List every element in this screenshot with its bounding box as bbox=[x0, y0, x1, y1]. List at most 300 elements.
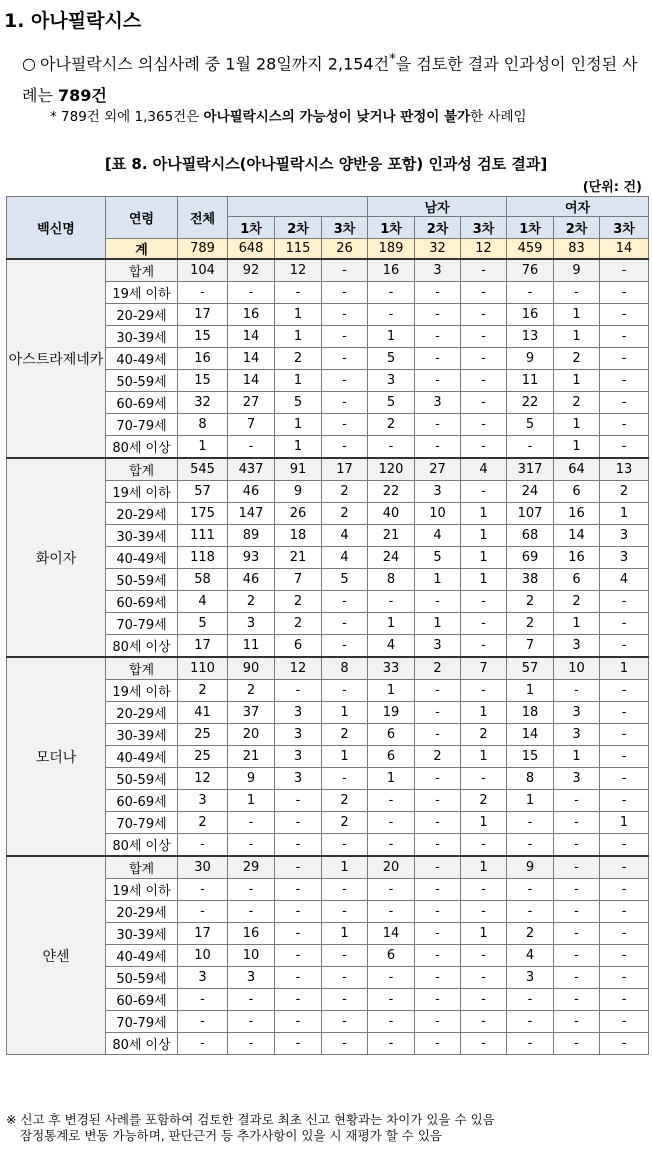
table-row bbox=[7, 657, 649, 680]
data-cell: 107 bbox=[507, 503, 554, 525]
summary-text-after: 을 검토한 결과 인과성이 인정된 사례는 bbox=[22, 54, 638, 106]
data-cell: 3 bbox=[600, 525, 649, 547]
age-label: 60-69세 bbox=[106, 392, 178, 414]
data-cell: - bbox=[415, 680, 461, 702]
data-cell: - bbox=[600, 834, 649, 857]
data-cell: 12 bbox=[178, 768, 228, 790]
data-cell: - bbox=[275, 856, 322, 879]
data-cell: 6 bbox=[368, 945, 415, 967]
data-cell: 25 bbox=[178, 746, 228, 768]
age-label: 합계 bbox=[106, 458, 178, 481]
data-cell: 3 bbox=[554, 635, 600, 658]
data-cell: - bbox=[554, 680, 600, 702]
data-cell: - bbox=[507, 1011, 554, 1033]
data-cell: - bbox=[275, 812, 322, 834]
data-cell: 6 bbox=[368, 724, 415, 746]
data-cell: 2 bbox=[322, 724, 368, 746]
age-label: 19세 이하 bbox=[106, 680, 178, 702]
data-cell: 2 bbox=[461, 724, 507, 746]
data-cell: 9 bbox=[275, 481, 322, 503]
data-cell: 4 bbox=[322, 525, 368, 547]
data-cell: 93 bbox=[228, 547, 275, 569]
header-female-dose-1: 1차 bbox=[507, 217, 554, 239]
data-cell: 1 bbox=[461, 547, 507, 569]
data-cell: - bbox=[275, 282, 322, 304]
data-cell: - bbox=[415, 967, 461, 989]
data-cell: 1 bbox=[554, 304, 600, 326]
data-cell: - bbox=[415, 348, 461, 370]
grand-total-cell: 14 bbox=[600, 239, 649, 260]
header-total: 전체 bbox=[178, 197, 228, 239]
data-cell: 8 bbox=[322, 657, 368, 680]
header-female-dose-3: 3차 bbox=[600, 217, 649, 239]
data-cell: - bbox=[461, 945, 507, 967]
data-cell: 9 bbox=[507, 348, 554, 370]
data-cell: 18 bbox=[507, 702, 554, 724]
data-cell: - bbox=[600, 967, 649, 989]
data-cell: 20 bbox=[228, 724, 275, 746]
data-cell: 6 bbox=[554, 569, 600, 591]
data-cell: - bbox=[600, 591, 649, 613]
data-cell: - bbox=[322, 967, 368, 989]
data-cell: 2 bbox=[415, 657, 461, 680]
data-cell: 1 bbox=[507, 680, 554, 702]
data-cell: - bbox=[228, 879, 275, 901]
data-cell: 2 bbox=[275, 613, 322, 635]
data-cell: - bbox=[368, 790, 415, 812]
age-label: 30-39세 bbox=[106, 326, 178, 348]
data-cell: 1 bbox=[368, 680, 415, 702]
age-label: 40-49세 bbox=[106, 547, 178, 569]
grand-total-cell: 12 bbox=[461, 239, 507, 260]
data-cell: - bbox=[554, 945, 600, 967]
table-row bbox=[7, 458, 649, 481]
data-cell: 30 bbox=[178, 856, 228, 879]
data-cell: - bbox=[275, 967, 322, 989]
data-cell: - bbox=[554, 989, 600, 1011]
age-label: 합계 bbox=[106, 657, 178, 680]
data-cell: 7 bbox=[507, 635, 554, 658]
data-cell: - bbox=[178, 282, 228, 304]
data-cell: - bbox=[322, 901, 368, 923]
age-label: 60-69세 bbox=[106, 790, 178, 812]
data-cell: 57 bbox=[178, 481, 228, 503]
data-cell: 3 bbox=[228, 967, 275, 989]
data-cell: 3 bbox=[275, 724, 322, 746]
data-cell: - bbox=[507, 989, 554, 1011]
data-cell: - bbox=[178, 901, 228, 923]
age-label: 19세 이하 bbox=[106, 282, 178, 304]
header-female: 여자 bbox=[507, 197, 649, 217]
data-cell: 92 bbox=[228, 259, 275, 282]
data-cell: - bbox=[368, 812, 415, 834]
data-cell: - bbox=[415, 591, 461, 613]
data-cell: - bbox=[600, 304, 649, 326]
data-cell: 5 bbox=[415, 547, 461, 569]
data-cell: 46 bbox=[228, 481, 275, 503]
data-cell: 6 bbox=[275, 635, 322, 658]
data-cell: 37 bbox=[228, 702, 275, 724]
data-cell: 19 bbox=[368, 702, 415, 724]
data-cell: - bbox=[228, 834, 275, 857]
data-cell: - bbox=[322, 1011, 368, 1033]
age-label: 20-29세 bbox=[106, 503, 178, 525]
data-cell: 1 bbox=[275, 414, 322, 436]
data-cell: 15 bbox=[507, 746, 554, 768]
data-cell: 4 bbox=[322, 547, 368, 569]
data-cell: 1 bbox=[461, 503, 507, 525]
data-cell: - bbox=[322, 326, 368, 348]
data-cell: - bbox=[554, 834, 600, 857]
data-cell: 27 bbox=[228, 392, 275, 414]
grand-total-label: 계 bbox=[106, 239, 178, 260]
age-label: 30-39세 bbox=[106, 923, 178, 945]
data-cell: - bbox=[600, 901, 649, 923]
data-cell: - bbox=[368, 304, 415, 326]
data-cell: 147 bbox=[228, 503, 275, 525]
data-cell: 1 bbox=[507, 790, 554, 812]
footnote bbox=[50, 105, 527, 125]
data-cell: 1 bbox=[415, 613, 461, 635]
data-cell: 17 bbox=[178, 304, 228, 326]
data-cell: 1 bbox=[461, 923, 507, 945]
summary-paragraph bbox=[22, 44, 652, 112]
data-cell: - bbox=[461, 989, 507, 1011]
data-cell: 9 bbox=[228, 768, 275, 790]
data-cell: 3 bbox=[228, 613, 275, 635]
table-note bbox=[6, 1112, 495, 1144]
data-cell: 32 bbox=[178, 392, 228, 414]
data-cell: - bbox=[600, 282, 649, 304]
data-cell: - bbox=[415, 812, 461, 834]
data-cell: 118 bbox=[178, 547, 228, 569]
grand-total-cell: 789 bbox=[178, 239, 228, 260]
data-cell: 437 bbox=[228, 458, 275, 481]
data-cell: 1 bbox=[228, 790, 275, 812]
header-female-dose-2: 2차 bbox=[554, 217, 600, 239]
data-cell: - bbox=[554, 923, 600, 945]
age-label: 30-39세 bbox=[106, 525, 178, 547]
header-total-dose-1: 1차 bbox=[228, 217, 275, 239]
summary-text-before: 아나필락시스 의심사례 중 1월 28일까지 2,154건 bbox=[40, 54, 390, 74]
data-cell: - bbox=[368, 1011, 415, 1033]
note-line-2: 잠정통계로 변동 가능하며, 판단근거 등 추가사항이 있을 시 재평가 할 수 있음 bbox=[20, 1128, 443, 1143]
data-cell: 16 bbox=[178, 348, 228, 370]
data-cell: - bbox=[507, 436, 554, 459]
data-cell: - bbox=[600, 923, 649, 945]
data-cell: - bbox=[275, 923, 322, 945]
data-cell: - bbox=[368, 989, 415, 1011]
data-cell: 1 bbox=[554, 326, 600, 348]
data-cell: - bbox=[322, 348, 368, 370]
data-cell: 2 bbox=[600, 481, 649, 503]
data-cell: 3 bbox=[554, 702, 600, 724]
data-cell: - bbox=[368, 282, 415, 304]
data-cell: 2 bbox=[275, 591, 322, 613]
summary-highlight: 789건 bbox=[58, 86, 107, 106]
data-cell: 5 bbox=[322, 569, 368, 591]
data-cell: 12 bbox=[275, 259, 322, 282]
grand-total-cell: 648 bbox=[228, 239, 275, 260]
data-cell: 1 bbox=[554, 414, 600, 436]
header-male-dose-3: 3차 bbox=[461, 217, 507, 239]
data-cell: 16 bbox=[368, 259, 415, 282]
data-cell: - bbox=[600, 326, 649, 348]
data-cell: 3 bbox=[415, 392, 461, 414]
section-title: 1. 아나필락시스 bbox=[4, 10, 142, 32]
data-cell: - bbox=[600, 1011, 649, 1033]
data-cell: 41 bbox=[178, 702, 228, 724]
anaphylaxis-table bbox=[6, 196, 649, 1055]
data-cell: 3 bbox=[415, 635, 461, 658]
vaccine-name: 모더나 bbox=[7, 657, 106, 856]
data-cell: 2 bbox=[228, 680, 275, 702]
data-cell: 1 bbox=[461, 856, 507, 879]
data-cell: 5 bbox=[368, 348, 415, 370]
data-cell: - bbox=[322, 834, 368, 857]
data-cell: - bbox=[228, 1011, 275, 1033]
data-cell: 46 bbox=[228, 569, 275, 591]
data-cell: - bbox=[415, 945, 461, 967]
footnote-prefix: * 789건 외에 1,365건은 bbox=[50, 109, 204, 125]
data-cell: 2 bbox=[507, 591, 554, 613]
data-cell: - bbox=[322, 591, 368, 613]
data-cell: - bbox=[415, 436, 461, 459]
data-cell: - bbox=[554, 879, 600, 901]
data-cell: - bbox=[415, 768, 461, 790]
data-cell: 1 bbox=[554, 613, 600, 635]
data-cell: - bbox=[275, 1011, 322, 1033]
data-cell: 6 bbox=[554, 481, 600, 503]
data-cell: - bbox=[415, 901, 461, 923]
data-cell: - bbox=[600, 790, 649, 812]
data-cell: 1 bbox=[461, 525, 507, 547]
age-label: 60-69세 bbox=[106, 989, 178, 1011]
data-cell: 29 bbox=[228, 856, 275, 879]
data-cell: 9 bbox=[554, 259, 600, 282]
data-cell: 3 bbox=[178, 967, 228, 989]
data-cell: 2 bbox=[368, 414, 415, 436]
age-label: 80세 이상 bbox=[106, 1033, 178, 1055]
data-cell: 1 bbox=[554, 370, 600, 392]
data-cell: 1 bbox=[275, 436, 322, 459]
data-cell: - bbox=[461, 901, 507, 923]
data-cell: 18 bbox=[275, 525, 322, 547]
data-cell: 33 bbox=[368, 657, 415, 680]
data-cell: - bbox=[554, 812, 600, 834]
header-total-dose-2: 2차 bbox=[275, 217, 322, 239]
data-cell: - bbox=[322, 414, 368, 436]
data-cell: 3 bbox=[178, 790, 228, 812]
data-cell: 22 bbox=[507, 392, 554, 414]
header-total-dose-3: 3차 bbox=[322, 217, 368, 239]
data-cell: - bbox=[461, 326, 507, 348]
data-cell: 76 bbox=[507, 259, 554, 282]
data-cell: 3 bbox=[275, 768, 322, 790]
data-cell: - bbox=[275, 901, 322, 923]
data-cell: 3 bbox=[415, 481, 461, 503]
data-cell: 7 bbox=[275, 569, 322, 591]
data-cell: 2 bbox=[178, 680, 228, 702]
data-cell: - bbox=[415, 370, 461, 392]
data-cell: - bbox=[461, 348, 507, 370]
data-cell: - bbox=[415, 282, 461, 304]
vaccine-name: 얀센 bbox=[7, 856, 106, 1055]
data-cell: 68 bbox=[507, 525, 554, 547]
data-cell: 3 bbox=[554, 724, 600, 746]
data-cell: 4 bbox=[415, 525, 461, 547]
data-cell: 110 bbox=[178, 657, 228, 680]
data-cell: - bbox=[368, 879, 415, 901]
data-cell: - bbox=[600, 879, 649, 901]
grand-total-cell: 32 bbox=[415, 239, 461, 260]
data-cell: 104 bbox=[178, 259, 228, 282]
data-cell: 1 bbox=[368, 613, 415, 635]
age-label: 70-79세 bbox=[106, 613, 178, 635]
data-cell: - bbox=[275, 680, 322, 702]
data-cell: - bbox=[368, 901, 415, 923]
data-cell: 10 bbox=[228, 945, 275, 967]
data-cell: 10 bbox=[554, 657, 600, 680]
data-cell: - bbox=[415, 834, 461, 857]
data-cell: - bbox=[507, 834, 554, 857]
age-label: 60-69세 bbox=[106, 591, 178, 613]
data-cell: 317 bbox=[507, 458, 554, 481]
data-cell: - bbox=[228, 989, 275, 1011]
data-cell: 1 bbox=[368, 768, 415, 790]
data-cell: 1 bbox=[600, 657, 649, 680]
data-cell: - bbox=[415, 1011, 461, 1033]
data-cell: - bbox=[554, 856, 600, 879]
data-cell: 4 bbox=[178, 591, 228, 613]
data-cell: - bbox=[322, 392, 368, 414]
data-cell: - bbox=[461, 259, 507, 282]
data-cell: 58 bbox=[178, 569, 228, 591]
data-cell: - bbox=[600, 370, 649, 392]
data-cell: 4 bbox=[507, 945, 554, 967]
data-cell: 64 bbox=[554, 458, 600, 481]
data-cell: - bbox=[275, 945, 322, 967]
data-cell: - bbox=[322, 680, 368, 702]
vaccine-name: 아스트라제네카 bbox=[7, 259, 106, 458]
data-cell: - bbox=[554, 901, 600, 923]
data-cell: 1 bbox=[554, 436, 600, 459]
data-cell: - bbox=[600, 945, 649, 967]
data-cell: 24 bbox=[368, 547, 415, 569]
unit-label: (단위: 건) bbox=[582, 180, 642, 195]
data-cell: 2 bbox=[554, 392, 600, 414]
data-cell: - bbox=[461, 370, 507, 392]
data-cell: - bbox=[178, 879, 228, 901]
data-cell: - bbox=[368, 591, 415, 613]
data-cell: 14 bbox=[228, 370, 275, 392]
data-cell: - bbox=[228, 1033, 275, 1055]
age-label: 70-79세 bbox=[106, 414, 178, 436]
data-cell: 3 bbox=[507, 967, 554, 989]
data-cell: 3 bbox=[368, 370, 415, 392]
data-cell: - bbox=[415, 414, 461, 436]
data-cell: 1 bbox=[600, 503, 649, 525]
age-label: 50-59세 bbox=[106, 967, 178, 989]
data-cell: 111 bbox=[178, 525, 228, 547]
data-cell: - bbox=[228, 901, 275, 923]
data-cell: 4 bbox=[600, 569, 649, 591]
data-cell: - bbox=[322, 989, 368, 1011]
data-cell: - bbox=[554, 967, 600, 989]
data-cell: 2 bbox=[275, 348, 322, 370]
data-cell: - bbox=[600, 746, 649, 768]
vaccine-name: 화이자 bbox=[7, 458, 106, 657]
data-cell: - bbox=[600, 680, 649, 702]
data-cell: 12 bbox=[275, 657, 322, 680]
grand-total-cell: 26 bbox=[322, 239, 368, 260]
age-label: 50-59세 bbox=[106, 768, 178, 790]
table-caption: [표 8. 아나필락시스(아나필락시스 양반응 포함) 인과성 검토 결과] bbox=[104, 155, 548, 173]
data-cell: 1 bbox=[178, 436, 228, 459]
data-cell: - bbox=[461, 613, 507, 635]
age-label: 합계 bbox=[106, 259, 178, 282]
data-cell: 89 bbox=[228, 525, 275, 547]
data-cell: 13 bbox=[600, 458, 649, 481]
data-cell: - bbox=[461, 304, 507, 326]
data-cell: 1 bbox=[322, 746, 368, 768]
circle-bullet-icon: ○ bbox=[22, 54, 36, 74]
note-line-1: ※ 신고 후 변경된 사례를 포함하여 검토한 결과로 최초 신고 현황과는 차이가 있을 수 있음 bbox=[6, 1112, 495, 1127]
data-cell: 5 bbox=[507, 414, 554, 436]
data-cell: - bbox=[415, 790, 461, 812]
age-label: 40-49세 bbox=[106, 348, 178, 370]
data-cell: 2 bbox=[322, 481, 368, 503]
data-cell: - bbox=[600, 724, 649, 746]
data-cell: - bbox=[461, 481, 507, 503]
data-cell: 40 bbox=[368, 503, 415, 525]
data-cell: 545 bbox=[178, 458, 228, 481]
data-cell: 1 bbox=[415, 569, 461, 591]
data-cell: - bbox=[461, 768, 507, 790]
data-cell: 2 bbox=[461, 790, 507, 812]
data-cell: 26 bbox=[275, 503, 322, 525]
data-cell: - bbox=[275, 879, 322, 901]
age-label: 80세 이상 bbox=[106, 635, 178, 658]
data-cell: 2 bbox=[554, 348, 600, 370]
data-cell: 21 bbox=[228, 746, 275, 768]
data-cell: - bbox=[600, 613, 649, 635]
data-cell: 4 bbox=[461, 458, 507, 481]
data-cell: 5 bbox=[368, 392, 415, 414]
data-cell: 20 bbox=[368, 856, 415, 879]
data-cell: - bbox=[461, 282, 507, 304]
header-age: 연령 bbox=[106, 197, 178, 239]
data-cell: 16 bbox=[228, 304, 275, 326]
footnote-marker: * bbox=[389, 52, 396, 67]
data-cell: 10 bbox=[178, 945, 228, 967]
data-cell: - bbox=[415, 923, 461, 945]
data-cell: 15 bbox=[178, 326, 228, 348]
table-row bbox=[7, 259, 649, 282]
age-label: 40-49세 bbox=[106, 945, 178, 967]
data-cell: 2 bbox=[178, 812, 228, 834]
data-cell: - bbox=[275, 790, 322, 812]
data-cell: 3 bbox=[275, 746, 322, 768]
data-cell: 1 bbox=[322, 923, 368, 945]
data-cell: 14 bbox=[368, 923, 415, 945]
data-cell: 38 bbox=[507, 569, 554, 591]
data-cell: 17 bbox=[178, 635, 228, 658]
data-cell: 14 bbox=[228, 348, 275, 370]
data-cell: 17 bbox=[322, 458, 368, 481]
data-cell: 1 bbox=[322, 856, 368, 879]
age-label: 40-49세 bbox=[106, 746, 178, 768]
